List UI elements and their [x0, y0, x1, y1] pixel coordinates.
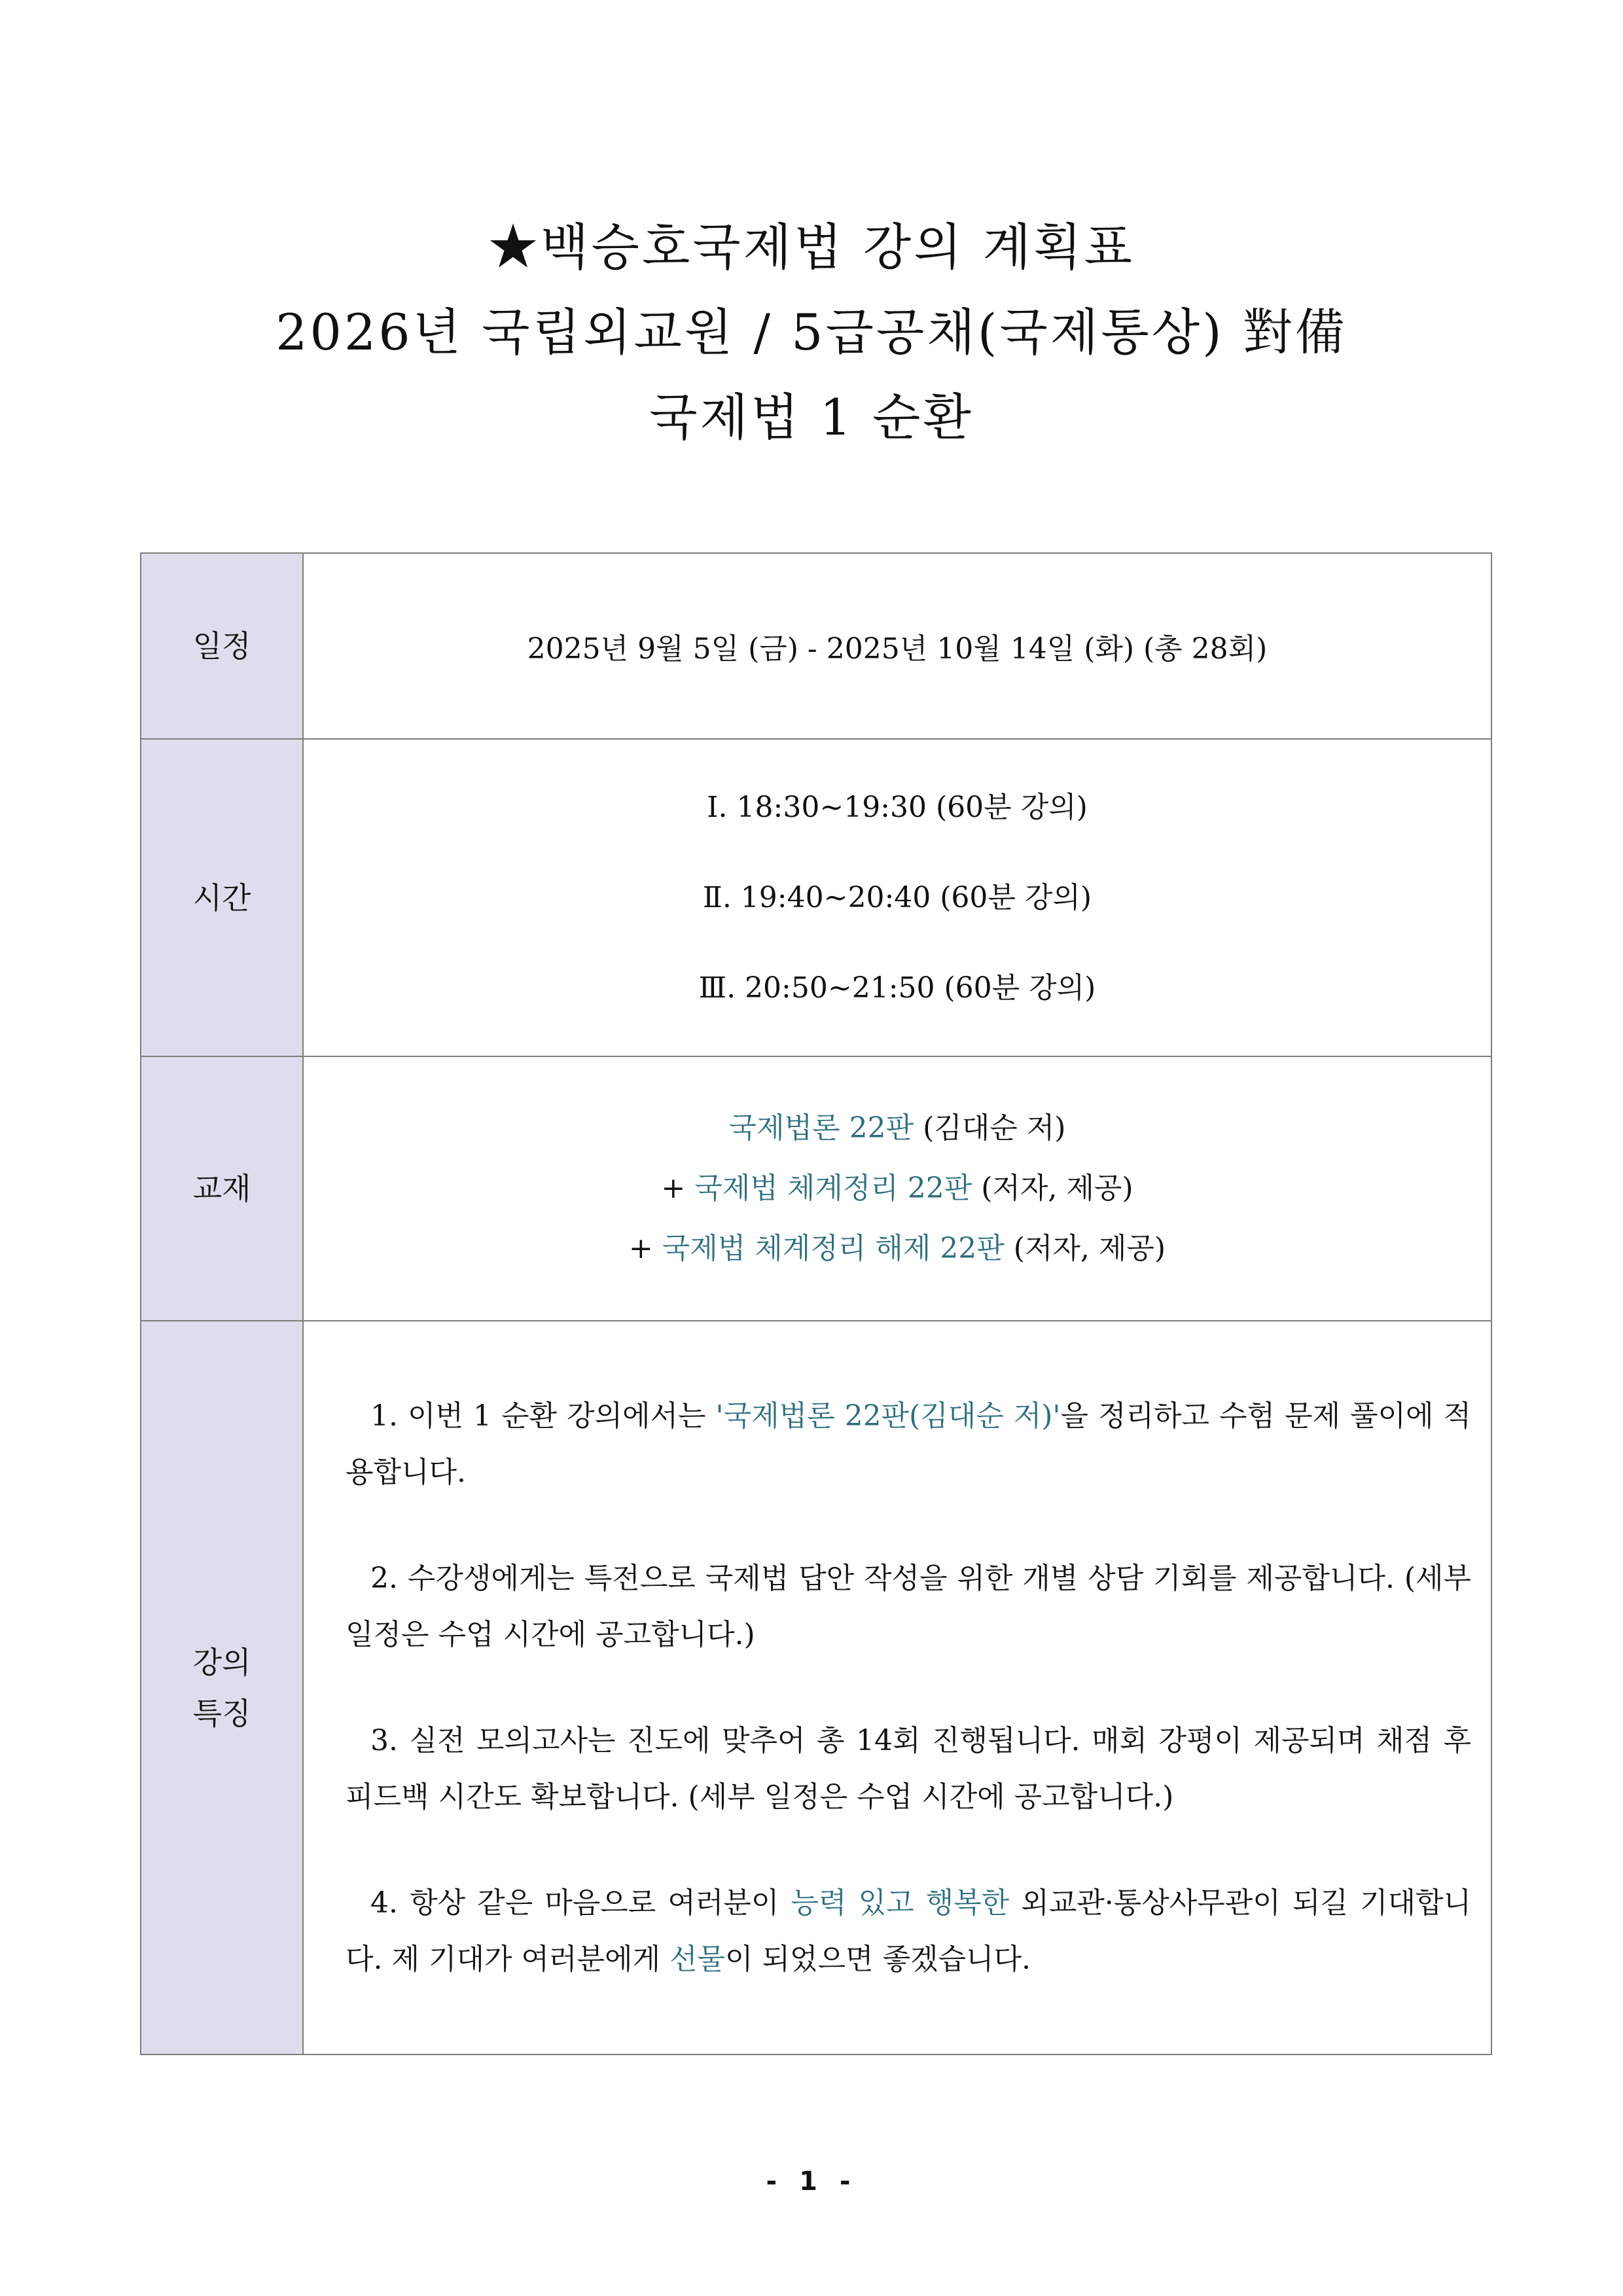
textbook-prefix: + [661, 1172, 695, 1205]
features-row [141, 1321, 1491, 2054]
textbook-row [141, 1056, 1491, 1321]
feature-paragraph-3: 3. 실전 모의고사는 진도에 맞추어 총 14회 진행됩니다. 매회 강평이 제공되며 채점 후 피드백 시간도 확보합니다. (세부 일정은 수업 시간에 공고합니다.) [346, 1723, 1471, 1814]
feature-4-text-c: 이 되었으면 좋겠습니다. [725, 1942, 1031, 1976]
title-line-3: 국제법 1 순환 [649, 388, 974, 446]
features-content [303, 1321, 1491, 2054]
textbook-list [303, 1056, 1491, 1321]
feature-4-highlight-2: 선물 [669, 1942, 725, 1976]
textbook-title: 국제법 체계정리 해제 22판 [662, 1232, 1005, 1265]
time-label: 시간 [141, 739, 303, 1056]
time-row [141, 739, 1491, 1056]
textbook-note: (저자, 제공) [1004, 1232, 1166, 1265]
title-line-1: ★백승호국제법 강의 계획표 [488, 218, 1135, 276]
textbook-item [304, 1169, 1491, 1208]
feature-1-text-a: 1. 이번 1 순환 강의에서는 [370, 1399, 716, 1433]
textbook-title: 국제법 체계정리 22판 [694, 1172, 972, 1205]
course-plan-table [140, 552, 1492, 2055]
feature-4-text-a: 4. 항상 같은 마음으로 여러분이 [370, 1886, 791, 1920]
document-title [0, 218, 1623, 446]
textbook-title: 국제법론 22판 [728, 1111, 914, 1145]
textbook-prefix: + [628, 1232, 662, 1265]
feature-1-highlight: '국제법론 22판(김대순 저)' [715, 1399, 1061, 1433]
textbook-label: 교재 [141, 1056, 303, 1321]
textbook-note: (김대순 저) [914, 1111, 1066, 1145]
time-slot-1: Ⅰ. 18:30~19:30 (60분 강의) [707, 790, 1088, 824]
time-slots [303, 739, 1491, 1056]
feature-1-text-b: 을 정리하고 수험 문제 풀이에 적용합니다. [346, 1399, 1471, 1489]
features-label [141, 1321, 303, 2054]
schedule-row [141, 553, 1491, 739]
time-slot-2: Ⅱ. 19:40~20:40 (60분 강의) [702, 880, 1092, 914]
schedule-value: 2025년 9월 5일 (금) - 2025년 10월 14일 (화) (총 28회) [303, 553, 1491, 739]
feature-paragraph-4 [346, 1875, 1471, 1988]
feature-4-highlight-1: 능력 있고 행복한 [791, 1886, 1010, 1920]
feature-paragraph-1 [346, 1388, 1471, 1501]
feature-4-text-b: 외교관·통상사무관이 되길 기대합니다. 제 기대가 여러분에게 [346, 1886, 1471, 1976]
feature-paragraph-2: 2. 수강생에게는 특전으로 국제법 답안 작성을 위한 개별 상담 기회를 제공합니다. (세부 일정은 수업 시간에 공고합니다.) [346, 1561, 1471, 1651]
textbook-note: (저자, 제공) [972, 1172, 1133, 1205]
page-number: - 1 - [766, 2166, 857, 2197]
schedule-label: 일정 [141, 553, 303, 739]
time-slot-3: Ⅲ. 20:50~21:50 (60분 강의) [698, 971, 1096, 1005]
features-label-text: 강의 특징 [192, 1644, 251, 1731]
title-line-2: 2026년 국립외교원 / 5급공채(국제통상) 對備 [276, 303, 1347, 361]
textbook-item [304, 1229, 1491, 1268]
textbook-item [304, 1109, 1491, 1148]
